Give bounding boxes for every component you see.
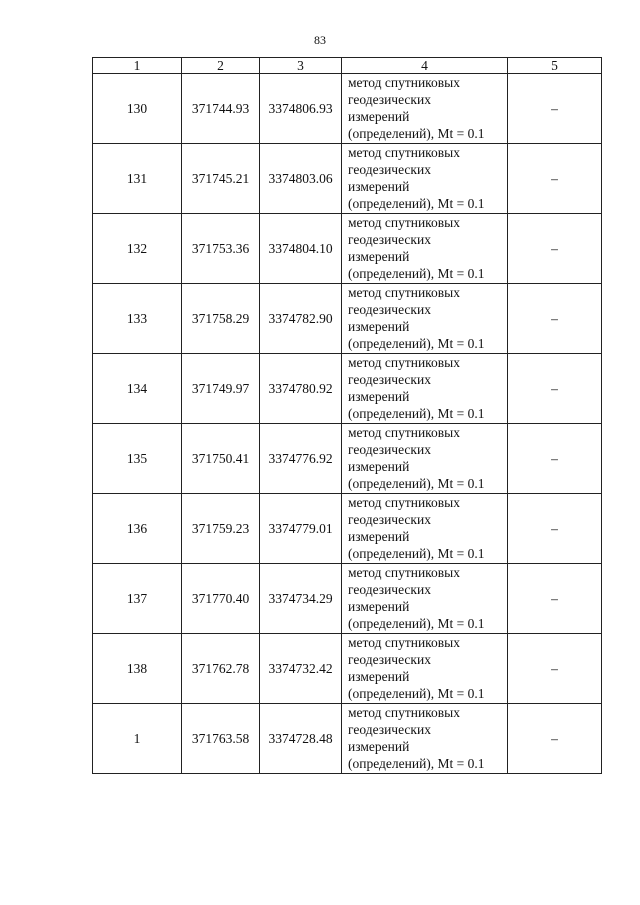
table-row <box>93 354 602 424</box>
column-header-2: 2 <box>182 58 260 74</box>
y-coordinate-cell: 3374728.48 <box>260 704 342 774</box>
point-number-cell: 133 <box>93 284 182 354</box>
method-cell: метод спутниковых геодезических измерений (определений), Mt = 0.1 <box>342 354 508 424</box>
table-row <box>93 634 602 704</box>
table-row <box>93 214 602 284</box>
y-coordinate-cell: 3374782.90 <box>260 284 342 354</box>
x-coordinate-cell: 371745.21 <box>182 144 260 214</box>
description-cell: – <box>508 634 602 704</box>
y-coordinate-cell: 3374780.92 <box>260 354 342 424</box>
table-row <box>93 74 602 144</box>
description-cell: – <box>508 144 602 214</box>
table-row <box>93 144 602 214</box>
column-header-1: 1 <box>93 58 182 74</box>
description-cell: – <box>508 704 602 774</box>
x-coordinate-cell: 371749.97 <box>182 354 260 424</box>
method-cell: метод спутниковых геодезических измерений (определений), Mt = 0.1 <box>342 494 508 564</box>
y-coordinate-cell: 3374803.06 <box>260 144 342 214</box>
table-header-row <box>93 58 602 74</box>
method-cell: метод спутниковых геодезических измерений (определений), Mt = 0.1 <box>342 284 508 354</box>
y-coordinate-cell: 3374779.01 <box>260 494 342 564</box>
x-coordinate-cell: 371762.78 <box>182 634 260 704</box>
x-coordinate-cell: 371759.23 <box>182 494 260 564</box>
column-header-4: 4 <box>342 58 508 74</box>
point-number-cell: 132 <box>93 214 182 284</box>
method-cell: метод спутниковых геодезических измерений (определений), Mt = 0.1 <box>342 704 508 774</box>
x-coordinate-cell: 371744.93 <box>182 74 260 144</box>
point-number-cell: 1 <box>93 704 182 774</box>
table-row <box>93 494 602 564</box>
point-number-cell: 136 <box>93 494 182 564</box>
description-cell: – <box>508 74 602 144</box>
x-coordinate-cell: 371758.29 <box>182 284 260 354</box>
description-cell: – <box>508 284 602 354</box>
x-coordinate-cell: 371770.40 <box>182 564 260 634</box>
x-coordinate-cell: 371753.36 <box>182 214 260 284</box>
point-number-cell: 131 <box>93 144 182 214</box>
x-coordinate-cell: 371763.58 <box>182 704 260 774</box>
method-cell: метод спутниковых геодезических измерений (определений), Mt = 0.1 <box>342 214 508 284</box>
method-cell: метод спутниковых геодезических измерений (определений), Mt = 0.1 <box>342 634 508 704</box>
point-number-cell: 137 <box>93 564 182 634</box>
point-number-cell: 138 <box>93 634 182 704</box>
column-header-3: 3 <box>260 58 342 74</box>
y-coordinate-cell: 3374732.42 <box>260 634 342 704</box>
y-coordinate-cell: 3374806.93 <box>260 74 342 144</box>
coordinates-table <box>92 57 602 774</box>
point-number-cell: 130 <box>93 74 182 144</box>
table-row <box>93 284 602 354</box>
description-cell: – <box>508 564 602 634</box>
point-number-cell: 135 <box>93 424 182 494</box>
y-coordinate-cell: 3374734.29 <box>260 564 342 634</box>
method-cell: метод спутниковых геодезических измерений (определений), Mt = 0.1 <box>342 74 508 144</box>
description-cell: – <box>508 354 602 424</box>
column-header-5: 5 <box>508 58 602 74</box>
method-cell: метод спутниковых геодезических измерений (определений), Mt = 0.1 <box>342 564 508 634</box>
table-row <box>93 704 602 774</box>
method-cell: метод спутниковых геодезических измерений (определений), Mt = 0.1 <box>342 424 508 494</box>
y-coordinate-cell: 3374776.92 <box>260 424 342 494</box>
point-number-cell: 134 <box>93 354 182 424</box>
x-coordinate-cell: 371750.41 <box>182 424 260 494</box>
description-cell: – <box>508 214 602 284</box>
description-cell: – <box>508 424 602 494</box>
y-coordinate-cell: 3374804.10 <box>260 214 342 284</box>
table-row <box>93 564 602 634</box>
method-cell: метод спутниковых геодезических измерений (определений), Mt = 0.1 <box>342 144 508 214</box>
description-cell: – <box>508 494 602 564</box>
page-number: 83 <box>314 33 326 47</box>
table-row <box>93 424 602 494</box>
